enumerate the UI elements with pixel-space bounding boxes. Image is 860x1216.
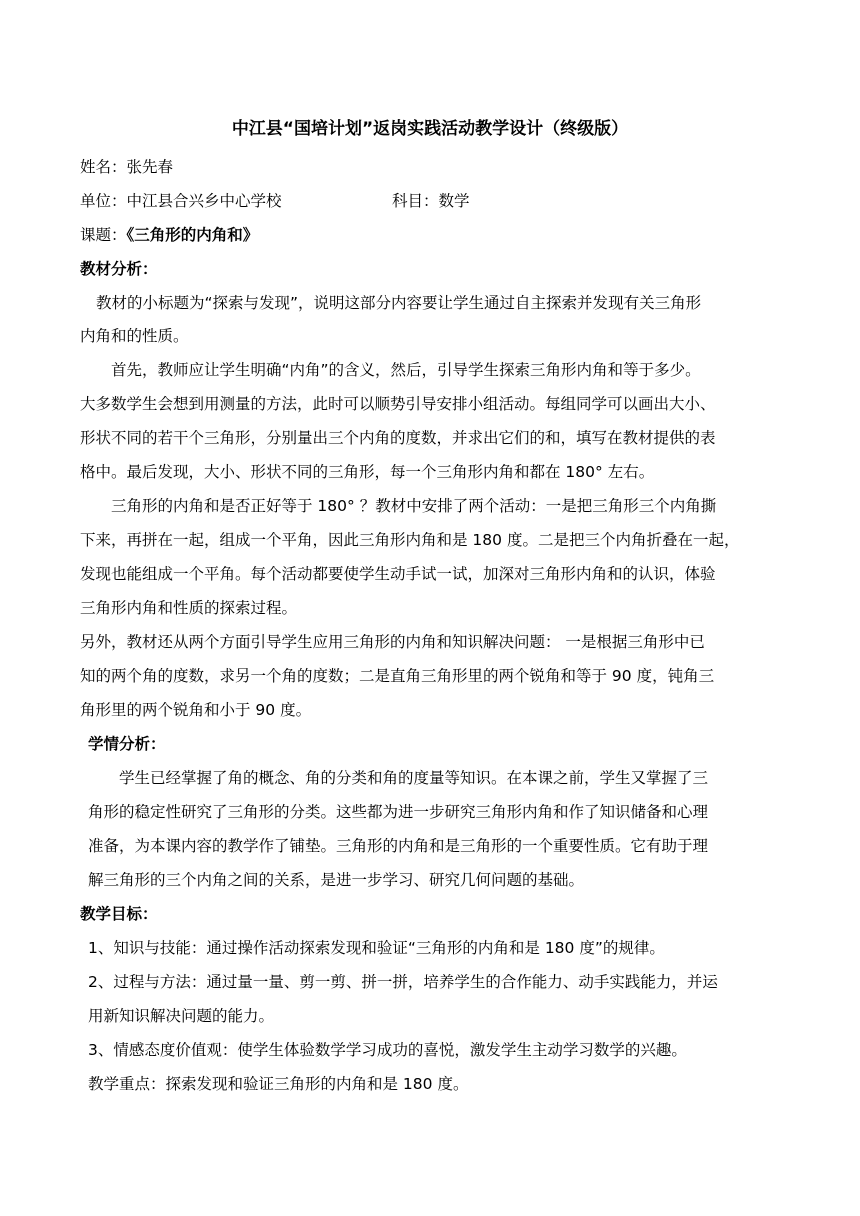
topic-value: 《三角形的内角和》 [126,226,259,244]
goals-line: 1、知识与技能：通过操作活动探索发现和验证“三角形的内角和是 180 度”的规律。 [88,939,665,957]
textbook-line: 大多数学生会想到用测量的方法，此时可以顺势引导安排小组活动。每组同学可以画出大小、 [80,395,716,413]
textbook-line: 内角和的性质。 [80,327,189,345]
textbook-line: 教材的小标题为“探索与发现”，说明这部分内容要让学生通过自主探索并发现有关三角形 [96,294,702,312]
teaching-focus-line: 教学重点：探索发现和验证三角形的内角和是 180 度。 [88,1075,469,1093]
textbook-line: 形状不同的若干个三角形，分别量出三个内角的度数，并求出它们的和，填写在教材提供的表 [80,429,716,447]
textbook-line: 角形里的两个锐角和小于 90 度。 [80,701,312,719]
textbook-line: 格中。最后发现，大小、形状不同的三角形，每一个三角形内角和都在 180° 左右。 [80,463,655,481]
goals-line: 3、情感态度价值观：使学生体验数学学习成功的喜悦，激发学生主动学习数学的兴趣。 [88,1041,687,1059]
textbook-line: 另外，教材还从两个方面引导学生应用三角形的内角和知识解决问题： 一是根据三角形中已 [80,633,705,651]
document-title: 中江县“国培计划”返岗实践活动教学设计（终级版） [231,119,629,139]
goals-line: 2、过程与方法：通过量一量、剪一剪、拼一拼，培养学生的合作能力、动手实践能力，并运 [88,973,718,991]
name-line: 姓名：张先春 [80,158,174,176]
subject-line: 科目：数学 [392,192,470,210]
textbook-line: 首先，教师应让学生明确“内角”的含义，然后，引导学生探索三角形内角和等于多少。 [111,361,701,379]
learner-heading: 学情分析： [88,735,166,753]
textbook-line: 三角形的内角和是否正好等于 180° ？教材中安排了两个活动：一是把三角形三个内角撕 [111,497,717,515]
goals-line: 用新知识解决问题的能力。 [88,1007,275,1025]
learner-line: 学生已经掌握了角的概念、角的分类和角的度量等知识。在本课之前，学生又掌握了三 [119,769,709,787]
learner-line: 解三角形的三个内角之间的关系，是进一步学习、研究几何问题的基础。 [88,871,585,889]
goals-heading: 教学目标： [80,905,158,923]
topic-line [80,225,258,245]
unit-line: 单位：中江县合兴乡中心学校 [80,192,282,210]
textbook-line: 下来，再拼在一起，组成一个平角，因此三角形内角和是 180 度。二是把三个内角折叠在一起， [80,531,740,549]
textbook-line: 发现也能组成一个平角。每个活动都要使学生动手试一试，加深对三角形内角和的认识，体验 [80,565,716,583]
topic-label: 课题： [80,226,127,244]
learner-line: 角形的稳定性研究了三角形的分类。这些都为进一步研究三角形内角和作了知识储备和心理 [88,803,709,821]
learner-line: 准备，为本课内容的教学作了铺垫。三角形的内角和是三角形的一个重要性质。它有助于理 [88,837,709,855]
textbook-heading: 教材分析： [80,260,158,278]
textbook-line: 知的两个角的度数，求另一个角的度数；二是直角三角形里的两个锐角和等于 90 度，钝角三 [80,667,715,685]
textbook-line: 三角形内角和性质的探索过程。 [80,599,298,617]
